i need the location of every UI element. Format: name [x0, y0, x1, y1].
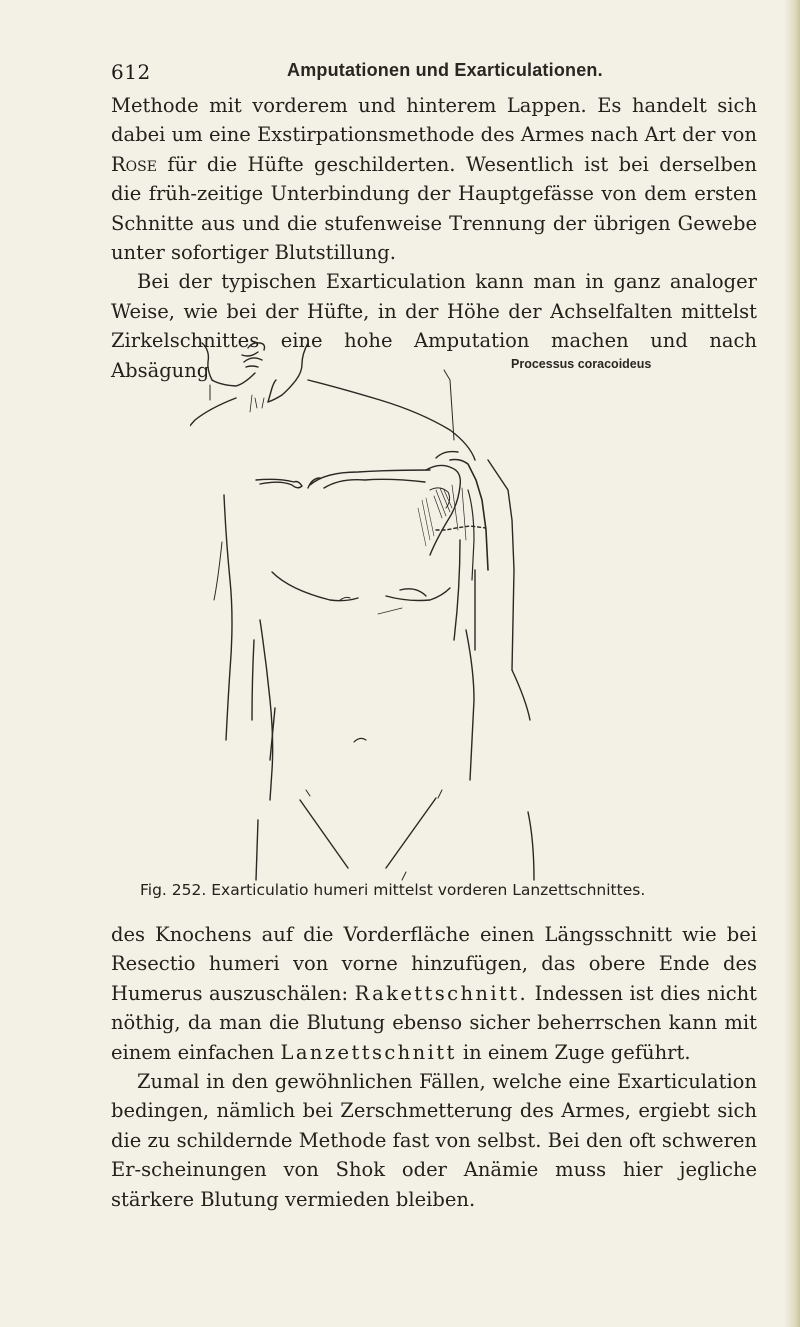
neck-outline-right — [296, 343, 308, 380]
torso-left-contour — [260, 620, 273, 800]
shoulder-incision-illustration — [190, 340, 660, 900]
clavicle-lower-edge — [324, 479, 425, 488]
left-thigh — [256, 820, 258, 880]
figure-caption: Fig. 252. Exarticulatio humeri mittelst vorderen Lanzettschnittes. — [140, 881, 646, 899]
throat-line — [246, 366, 258, 367]
humeral-head-inner — [430, 488, 450, 508]
paragraph — [111, 91, 757, 267]
sternocleidomastoid-right — [268, 380, 296, 402]
left-arm-shade — [214, 542, 222, 600]
navel — [354, 738, 366, 742]
page-header — [111, 60, 751, 88]
groin-right — [386, 798, 436, 868]
hip-tick — [438, 790, 442, 798]
paragraph — [111, 920, 757, 1067]
paragraph-text: des Knochens auf die Vorderfläche einen Längsschnitt wie bei Resectio humeri von vorne hinzufügen, das obere Ende des Humerus auszuschälen: — [111, 923, 757, 1005]
running-title: Amputationen und Exarticulationen. — [287, 60, 603, 80]
figure-label-processus: Processus coracoideus — [511, 357, 652, 371]
paragraph-text: für die Hüfte geschilderten. Wesentlich ist bei derselben die früh-zeitige Unterbindung der Hauptgefässe von dem ersten Schnitte aus und die stufenweise Trennung der übrigen Gewebe unter sofortiger Blutstillung. — [111, 152, 757, 265]
anatomical-figure — [190, 340, 660, 900]
emphasized-term-rakettschnitt: Rakettschnitt. — [354, 981, 529, 1005]
chin-line — [248, 343, 265, 350]
pectoral-shade — [378, 608, 402, 614]
left-arm-inner — [224, 495, 232, 740]
paragraph-text: in einem Zuge geführt. — [462, 1040, 691, 1064]
jaw-line — [242, 352, 258, 356]
groin-tick — [402, 872, 406, 880]
coracoid-process — [436, 452, 458, 458]
neck-outline-left — [202, 343, 212, 380]
left-shoulder-outline — [190, 398, 236, 440]
right-thigh — [528, 812, 534, 880]
paragraph-text: Methode mit vorderem und hinterem Lappen. Es handelt sich dabei um eine Exstirpationsmethode des Armes nach Art der von — [111, 94, 757, 147]
right-shoulder-outline — [308, 380, 475, 460]
muscle-hatching — [418, 498, 434, 546]
hip-tick-left — [306, 790, 310, 796]
text-block-bottom — [111, 920, 757, 1214]
left-flank — [252, 640, 254, 720]
emphasized-term-lanzettschnitt: Lanzettschnitt — [280, 1040, 457, 1064]
left-clavicle — [256, 479, 302, 487]
groin-left — [300, 800, 348, 868]
page-edge-shadow — [784, 0, 800, 1327]
larynx — [244, 358, 262, 362]
right-clavicle — [310, 470, 430, 485]
neck-hatching — [250, 395, 264, 412]
torso-right-contour — [466, 630, 474, 780]
page-number: 612 — [111, 60, 151, 84]
right-arm-outer — [488, 460, 514, 670]
left-pectoral-line — [272, 572, 358, 601]
author-name-rose: Rose — [111, 152, 157, 176]
right-forearm-edge — [512, 670, 530, 720]
paragraph-text: Indessen ist dies nicht nöthig, da man die Blutung ebenso sicher beherrschen kann mit einem einfachen — [111, 981, 758, 1064]
paragraph: Bei der typischen Exarticulation kann man in ganz analoger Weise, wie bei der Hüfte, in der Höhe der Achselfalten mittelst Zirkelschnittes eine hohe Amputation machen und nach Absägung — [111, 270, 757, 382]
sternocleidomastoid-left — [212, 373, 255, 386]
incision-flap-line — [468, 490, 474, 580]
right-nipple-line — [400, 589, 426, 596]
right-arm-inner — [454, 540, 460, 640]
paragraph: Zumal in den gewöhnlichen Fällen, welche eine Exarticulation bedingen, nämlich bei Zerschmetterung des Armes, ergiebt sich die zu schildernde Methode fast von selbst. Bei den oft schweren Er-scheinungen von Shok oder Anämie muss hier jegliche stärkere Blutung vermieden bleiben. — [111, 1070, 757, 1211]
